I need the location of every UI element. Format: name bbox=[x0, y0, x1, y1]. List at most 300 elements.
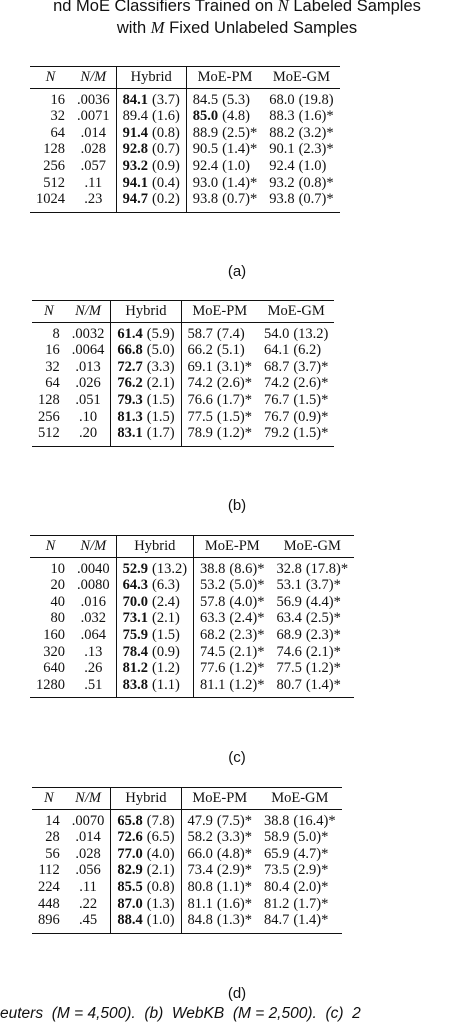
cell-pm-mean: 58.2 bbox=[181, 829, 215, 846]
best-value: 94.7 bbox=[122, 191, 148, 208]
cell-n: 64 bbox=[50, 124, 65, 141]
cell-gm-std: (2.6)* bbox=[293, 375, 329, 392]
table-row bbox=[30, 557, 354, 577]
table-row bbox=[30, 627, 354, 644]
table-row bbox=[32, 342, 334, 359]
cell-n: 320 bbox=[43, 643, 65, 660]
cell-hybrid-std: (7.8) bbox=[146, 812, 175, 829]
cell-pm-std: (4.8)* bbox=[216, 845, 252, 862]
results-table-4 bbox=[32, 787, 342, 934]
best-value: 61.4 bbox=[117, 325, 143, 342]
cell-gm-mean: 63.4 bbox=[276, 610, 302, 627]
cell-hybrid-mean bbox=[116, 88, 150, 108]
column-header: N/M bbox=[80, 538, 107, 554]
cell-hybrid-std: (6.3) bbox=[152, 577, 180, 594]
cell-ratio: .0032 bbox=[71, 325, 105, 342]
column-header: MoE-GM bbox=[271, 790, 329, 806]
cell-gm-mean: 93.2 bbox=[269, 174, 295, 191]
cell-gm-std: (19.8) bbox=[298, 91, 334, 108]
best-value: 52.9 bbox=[122, 560, 148, 577]
cell-n: 512 bbox=[43, 174, 65, 191]
cell-pm-mean: 66.0 bbox=[181, 846, 215, 863]
cell-hybrid-mean bbox=[116, 577, 150, 594]
cell-gm-std: (3.7)* bbox=[305, 577, 341, 594]
column-header: MoE-GM bbox=[283, 538, 341, 554]
table-header-row bbox=[32, 788, 342, 810]
cell-gm-std: (17.8)* bbox=[305, 560, 349, 577]
table-row bbox=[32, 322, 334, 342]
table-row bbox=[30, 677, 354, 698]
cell-n: 28 bbox=[45, 829, 60, 846]
cell-pm-std: (1.2)* bbox=[229, 676, 265, 693]
table-row bbox=[30, 88, 340, 108]
subtable-label: (d) bbox=[227, 985, 247, 1002]
cell-ratio: .13 bbox=[84, 643, 103, 660]
cell-gm-mean: 58.9 bbox=[263, 829, 290, 846]
cell-pm-mean: 90.5 bbox=[186, 141, 220, 158]
cell-n: 448 bbox=[38, 895, 60, 912]
cell-hybrid-std: (1.0) bbox=[146, 912, 175, 929]
cell-gm-std: (1.5)* bbox=[293, 425, 329, 442]
column-header: N/M bbox=[75, 790, 101, 806]
best-value: 72.6 bbox=[117, 829, 143, 846]
column-header: MoE-PM bbox=[186, 67, 263, 89]
cell-gm-mean: 84.7 bbox=[263, 912, 290, 929]
cell-pm-std: (0.7)* bbox=[222, 191, 258, 208]
cell-pm-mean: 84.5 bbox=[186, 88, 220, 108]
table-row bbox=[30, 191, 340, 212]
column-header: N bbox=[45, 538, 56, 554]
cell-gm-std: (1.7)* bbox=[293, 895, 329, 912]
cell-pm-mean: 57.8 bbox=[194, 594, 228, 611]
title-text-2a: with bbox=[116, 19, 151, 37]
cell-hybrid-mean bbox=[116, 660, 150, 677]
cell-hybrid-std: (0.2) bbox=[152, 191, 180, 208]
cell-n: 32 bbox=[45, 358, 60, 375]
cell-pm-mean: 63.3 bbox=[194, 610, 228, 627]
cell-ratio: .0071 bbox=[77, 108, 110, 125]
cell-n: 256 bbox=[43, 157, 65, 174]
cell-ratio: .013 bbox=[75, 358, 101, 375]
table-row bbox=[32, 896, 342, 913]
cell-gm-std: (16.4)* bbox=[293, 812, 336, 829]
table-row bbox=[32, 912, 342, 933]
best-value: 79.3 bbox=[117, 391, 143, 408]
table-row bbox=[30, 125, 340, 142]
table-row bbox=[32, 425, 334, 446]
cell-ratio: .22 bbox=[79, 895, 98, 912]
cell-pm-std: (5.3) bbox=[222, 91, 250, 108]
cell-gm-std: (2.5)* bbox=[305, 610, 341, 627]
cell-pm-mean: 93.8 bbox=[186, 191, 220, 212]
cell-ratio: .0036 bbox=[77, 91, 110, 108]
cell-pm-mean: 68.2 bbox=[194, 627, 228, 644]
cell-hybrid-std: (3.3) bbox=[146, 358, 175, 375]
cell-ratio: .0064 bbox=[71, 342, 105, 359]
column-header: N/M bbox=[75, 303, 101, 319]
caption-part-6: (c) bbox=[325, 1005, 344, 1022]
column-header: MoE-PM bbox=[181, 301, 258, 323]
cell-pm-std: (4.8) bbox=[222, 108, 250, 125]
cell-gm-std: (2.3)* bbox=[298, 141, 334, 158]
cell-hybrid-mean bbox=[116, 191, 150, 212]
cell-pm-std: (1.0) bbox=[222, 157, 250, 174]
cell-n: 8 bbox=[52, 325, 60, 342]
cell-pm-mean: 73.4 bbox=[181, 862, 215, 879]
title-text-2b: Fixed Unlabeled Samples bbox=[164, 19, 358, 37]
column-header: Hybrid bbox=[116, 67, 186, 89]
cell-pm-std: (2.5)* bbox=[222, 124, 258, 141]
cell-hybrid-mean bbox=[116, 594, 150, 611]
column-header: MoE-GM bbox=[267, 303, 325, 319]
cell-n: 32 bbox=[50, 108, 65, 125]
cell-ratio: .032 bbox=[80, 610, 106, 627]
cell-n: 16 bbox=[50, 91, 65, 108]
cell-gm-std: (0.8)* bbox=[298, 174, 334, 191]
cell-pm-std: (7.4) bbox=[216, 325, 245, 342]
cell-ratio: .026 bbox=[75, 375, 101, 392]
cell-hybrid-std: (0.9) bbox=[152, 643, 180, 660]
cell-hybrid-mean bbox=[111, 342, 145, 359]
cell-gm-std: (4.4)* bbox=[305, 593, 341, 610]
cell-pm-mean: 88.9 bbox=[186, 125, 220, 142]
cell-pm-mean: 77.5 bbox=[181, 409, 215, 426]
cell-hybrid-mean bbox=[111, 862, 145, 879]
table-row bbox=[32, 359, 334, 376]
table-row bbox=[30, 577, 354, 594]
best-value: 85.0 bbox=[192, 108, 219, 125]
table-row bbox=[30, 610, 354, 627]
cell-pm-std: (1.4)* bbox=[222, 174, 258, 191]
cell-hybrid-std: (2.4) bbox=[152, 593, 180, 610]
title-var-n: N bbox=[277, 0, 289, 15]
best-value: 65.8 bbox=[117, 812, 143, 829]
table-row bbox=[30, 141, 340, 158]
best-value: 70.0 bbox=[122, 593, 148, 610]
table-row bbox=[32, 375, 334, 392]
subtable-label: (c) bbox=[228, 749, 246, 766]
cell-hybrid-std: (13.2) bbox=[152, 560, 188, 577]
cell-gm-std: (2.1)* bbox=[305, 643, 341, 660]
cell-hybrid-mean bbox=[116, 644, 150, 661]
cell-gm-mean: 38.8 bbox=[263, 812, 290, 829]
best-value: 94.1 bbox=[122, 174, 148, 191]
cell-hybrid-mean bbox=[111, 392, 145, 409]
cell-pm-std: (1.2)* bbox=[229, 660, 265, 677]
cell-gm-std: (1.4)* bbox=[293, 912, 329, 929]
cell-n: 40 bbox=[50, 593, 65, 610]
best-value: 81.3 bbox=[117, 408, 143, 425]
cell-hybrid-mean bbox=[111, 896, 145, 913]
cell-n: 80 bbox=[50, 610, 65, 627]
cell-n: 640 bbox=[43, 660, 65, 677]
best-value: 87.0 bbox=[117, 895, 143, 912]
cell-n: 1024 bbox=[36, 191, 65, 208]
cell-pm-std: (7.5)* bbox=[216, 812, 252, 829]
caption-part-1: euters bbox=[0, 1005, 44, 1022]
caption-part-4: WebKB bbox=[171, 1005, 225, 1022]
cell-ratio: .051 bbox=[75, 391, 101, 408]
title-var-m: M bbox=[150, 18, 165, 37]
cell-hybrid-mean bbox=[116, 627, 150, 644]
cell-ratio: .0080 bbox=[77, 577, 110, 594]
cell-n: 128 bbox=[38, 391, 60, 408]
cell-pm-mean: 77.6 bbox=[194, 660, 228, 677]
cell-hybrid-std: (4.0) bbox=[146, 845, 175, 862]
table-header-row bbox=[30, 536, 354, 558]
column-header: N bbox=[44, 790, 54, 806]
cell-pm-std: (5.0)* bbox=[229, 577, 265, 594]
cell-pm-std: (2.4)* bbox=[229, 610, 265, 627]
cell-ratio: .45 bbox=[79, 912, 98, 929]
cell-pm-std: (2.1)* bbox=[229, 643, 265, 660]
cell-n: 10 bbox=[50, 560, 65, 577]
cell-hybrid-std: (1.2) bbox=[152, 660, 180, 677]
column-header: Hybrid bbox=[111, 788, 181, 810]
table-row bbox=[32, 392, 334, 409]
cell-ratio: .056 bbox=[75, 862, 101, 879]
column-header: MoE-GM bbox=[272, 69, 331, 85]
cell-gm-std: (3.2)* bbox=[298, 124, 334, 141]
cell-hybrid-mean bbox=[111, 375, 145, 392]
cell-n: 20 bbox=[50, 577, 65, 594]
cell-n: 1280 bbox=[36, 676, 65, 693]
cell-pm-std: (8.6)* bbox=[229, 560, 265, 577]
table-row bbox=[30, 175, 340, 192]
cell-gm-mean: 56.9 bbox=[276, 593, 302, 610]
cell-gm-mean: 76.7 bbox=[263, 408, 290, 425]
cell-pm-std: (1.2)* bbox=[216, 425, 252, 442]
cell-pm-std: (2.9)* bbox=[216, 862, 252, 879]
best-value: 77.0 bbox=[117, 845, 143, 862]
best-value: 84.1 bbox=[122, 91, 148, 108]
cell-hybrid-std: (2.1) bbox=[146, 375, 175, 392]
cell-gm-std: (1.6)* bbox=[298, 108, 334, 125]
cell-pm-std: (1.5)* bbox=[216, 408, 252, 425]
cell-gm-mean: 54.0 bbox=[263, 325, 290, 342]
table-header-row bbox=[32, 301, 334, 323]
cell-gm-mean: 88.2 bbox=[269, 124, 295, 141]
cell-gm-mean: 65.9 bbox=[263, 845, 290, 862]
cell-hybrid-mean bbox=[116, 677, 150, 698]
cell-n: 14 bbox=[45, 812, 60, 829]
figure-caption bbox=[0, 1005, 474, 1023]
cell-n: 512 bbox=[38, 425, 60, 442]
title-text-1b: Labeled Samples bbox=[288, 0, 421, 15]
cell-hybrid-mean bbox=[116, 610, 150, 627]
cell-pm-std: (2.3)* bbox=[229, 626, 265, 643]
cell-pm-mean: 58.7 bbox=[181, 322, 215, 342]
cell-hybrid-std: (0.8) bbox=[146, 878, 175, 895]
column-header: MoE-PM bbox=[194, 536, 271, 558]
table-row bbox=[30, 108, 340, 125]
cell-pm-mean: 66.2 bbox=[181, 342, 215, 359]
table-row bbox=[32, 846, 342, 863]
cell-n: 896 bbox=[38, 912, 60, 929]
cell-hybrid-mean bbox=[111, 359, 145, 376]
cell-hybrid-mean bbox=[111, 425, 145, 446]
cell-n: 160 bbox=[43, 626, 65, 643]
cell-gm-mean: 73.5 bbox=[263, 862, 290, 879]
cell-pm-std: (2.6)* bbox=[216, 375, 252, 392]
cell-ratio: .014 bbox=[80, 124, 106, 141]
best-value: 82.9 bbox=[117, 862, 143, 879]
cell-n: 224 bbox=[38, 878, 60, 895]
cell-gm-std: (1.4)* bbox=[305, 676, 341, 693]
cell-ratio: .028 bbox=[75, 845, 101, 862]
cell-hybrid-std: (0.4) bbox=[152, 174, 180, 191]
cell-hybrid-std: (1.5) bbox=[146, 391, 175, 408]
column-header: N bbox=[44, 303, 54, 319]
caption-part-3: (b) bbox=[144, 1005, 164, 1022]
best-value: 88.4 bbox=[117, 912, 143, 929]
table-row bbox=[30, 594, 354, 611]
cell-gm-mean: 74.2 bbox=[263, 375, 290, 392]
cell-pm-std: (4.0)* bbox=[229, 593, 265, 610]
cell-gm-mean: 64.1 bbox=[263, 342, 290, 359]
cell-ratio: .11 bbox=[84, 174, 103, 191]
cell-gm-std: (3.7)* bbox=[293, 358, 329, 375]
cell-hybrid-mean bbox=[111, 829, 145, 846]
cell-hybrid-mean bbox=[111, 846, 145, 863]
subtable-label: (b) bbox=[227, 497, 247, 514]
caption-part-7: 2 bbox=[352, 1005, 361, 1022]
cell-pm-mean: 74.2 bbox=[181, 375, 215, 392]
cell-pm-mean: 78.9 bbox=[181, 425, 215, 446]
results-table-2 bbox=[32, 300, 334, 447]
best-value: 76.2 bbox=[117, 375, 143, 392]
cell-pm-mean: 74.5 bbox=[194, 644, 228, 661]
cell-ratio: .23 bbox=[84, 191, 103, 208]
column-header: Hybrid bbox=[116, 536, 193, 558]
cell-hybrid-mean: 89.4 bbox=[116, 108, 150, 125]
cell-n: 64 bbox=[45, 375, 60, 392]
table-title-line-2 bbox=[0, 18, 474, 38]
cell-hybrid-std: (1.5) bbox=[152, 626, 180, 643]
cell-pm-std: (1.1)* bbox=[216, 878, 252, 895]
cell-ratio: .016 bbox=[80, 593, 106, 610]
cell-gm-mean: 90.1 bbox=[269, 141, 295, 158]
column-header: Hybrid bbox=[111, 301, 181, 323]
cell-pm-std: (3.1)* bbox=[216, 358, 252, 375]
cell-gm-mean: 32.8 bbox=[276, 560, 302, 577]
best-value: 73.1 bbox=[122, 610, 148, 627]
cell-gm-mean: 93.8 bbox=[269, 191, 295, 208]
best-value: 75.9 bbox=[122, 626, 148, 643]
cell-ratio: .26 bbox=[84, 660, 103, 677]
cell-hybrid-mean bbox=[111, 409, 145, 426]
cell-ratio: .0040 bbox=[77, 560, 110, 577]
cell-hybrid-mean bbox=[111, 879, 145, 896]
cell-hybrid-std: (1.6) bbox=[152, 108, 180, 125]
best-value: 92.8 bbox=[122, 141, 148, 158]
best-value: 83.8 bbox=[122, 676, 148, 693]
best-value: 93.2 bbox=[122, 157, 148, 174]
cell-hybrid-std: (1.3) bbox=[146, 895, 175, 912]
cell-gm-mean: 68.0 bbox=[269, 91, 295, 108]
cell-gm-mean: 88.3 bbox=[269, 108, 295, 125]
cell-n: 16 bbox=[45, 342, 60, 359]
cell-hybrid-mean bbox=[111, 322, 145, 342]
cell-hybrid-mean bbox=[116, 557, 150, 577]
cell-gm-std: (1.2)* bbox=[305, 660, 341, 677]
best-value: 83.1 bbox=[117, 425, 143, 442]
cell-hybrid-std: (0.9) bbox=[152, 157, 180, 174]
best-value: 64.3 bbox=[122, 577, 148, 594]
table-row bbox=[30, 158, 340, 175]
cell-gm-std: (2.9)* bbox=[293, 862, 329, 879]
table-row bbox=[32, 879, 342, 896]
cell-pm-mean: 47.9 bbox=[181, 809, 215, 829]
cell-hybrid-std: (1.1) bbox=[152, 676, 180, 693]
cell-pm-mean: 53.2 bbox=[194, 577, 228, 594]
best-value: 85.5 bbox=[117, 878, 143, 895]
cell-gm-std: (1.5)* bbox=[293, 391, 329, 408]
cell-gm-std: (4.7)* bbox=[293, 845, 329, 862]
cell-pm-mean: 92.4 bbox=[186, 158, 220, 175]
cell-hybrid-mean bbox=[111, 809, 145, 829]
cell-ratio: .064 bbox=[80, 626, 106, 643]
table-title-line-1 bbox=[0, 0, 474, 16]
cell-gm-mean: 74.6 bbox=[276, 643, 302, 660]
cell-hybrid-std: (3.7) bbox=[152, 91, 180, 108]
best-value: 72.7 bbox=[117, 358, 143, 375]
cell-pm-mean: 81.1 bbox=[194, 677, 228, 698]
cell-gm-std: (2.3)* bbox=[305, 626, 341, 643]
best-value: 91.4 bbox=[122, 124, 148, 141]
cell-gm-mean: 79.2 bbox=[263, 425, 290, 442]
cell-gm-std: (1.0) bbox=[298, 157, 327, 174]
cell-pm-std: (1.7)* bbox=[216, 391, 252, 408]
cell-pm-std: (1.4)* bbox=[222, 141, 258, 158]
title-text-1a: nd MoE Classifiers Trained on bbox=[53, 0, 278, 15]
cell-hybrid-std: (1.7) bbox=[146, 425, 175, 442]
cell-gm-std: (5.0)* bbox=[293, 829, 329, 846]
cell-pm-std: (1.3)* bbox=[216, 912, 252, 929]
cell-ratio: .057 bbox=[80, 157, 106, 174]
table-row bbox=[32, 409, 334, 426]
results-table-3 bbox=[30, 535, 354, 698]
cell-hybrid-mean bbox=[116, 175, 150, 192]
cell-gm-std: (13.2) bbox=[293, 325, 329, 342]
cell-hybrid-std: (5.0) bbox=[146, 342, 175, 359]
subtable-label: (a) bbox=[227, 263, 247, 280]
best-value: 81.2 bbox=[122, 660, 148, 677]
cell-hybrid-std: (6.5) bbox=[146, 829, 175, 846]
column-header: N/M bbox=[80, 69, 107, 85]
cell-gm-std: (2.0)* bbox=[293, 878, 329, 895]
cell-gm-mean: 81.2 bbox=[263, 895, 290, 912]
cell-hybrid-mean bbox=[116, 125, 150, 142]
cell-pm-mean: 38.8 bbox=[194, 557, 228, 577]
cell-pm-std: (1.6)* bbox=[216, 895, 252, 912]
cell-gm-std: (6.2) bbox=[293, 342, 322, 359]
cell-gm-mean: 77.5 bbox=[276, 660, 302, 677]
cell-pm-mean: 93.0 bbox=[186, 175, 220, 192]
cell-ratio: .10 bbox=[79, 408, 98, 425]
cell-ratio: .11 bbox=[79, 878, 97, 895]
caption-part-5: (M = 2,500). bbox=[232, 1005, 317, 1022]
best-value: 66.8 bbox=[117, 342, 143, 359]
cell-gm-mean: 80.4 bbox=[263, 878, 290, 895]
cell-gm-mean: 76.7 bbox=[263, 391, 290, 408]
cell-hybrid-mean bbox=[111, 912, 145, 933]
cell-pm-std: (5.1) bbox=[216, 342, 245, 359]
cell-hybrid-std: (1.5) bbox=[146, 408, 175, 425]
caption-part-2: (M = 4,500). bbox=[51, 1005, 136, 1022]
table-row bbox=[30, 660, 354, 677]
cell-gm-mean: 53.1 bbox=[276, 577, 302, 594]
